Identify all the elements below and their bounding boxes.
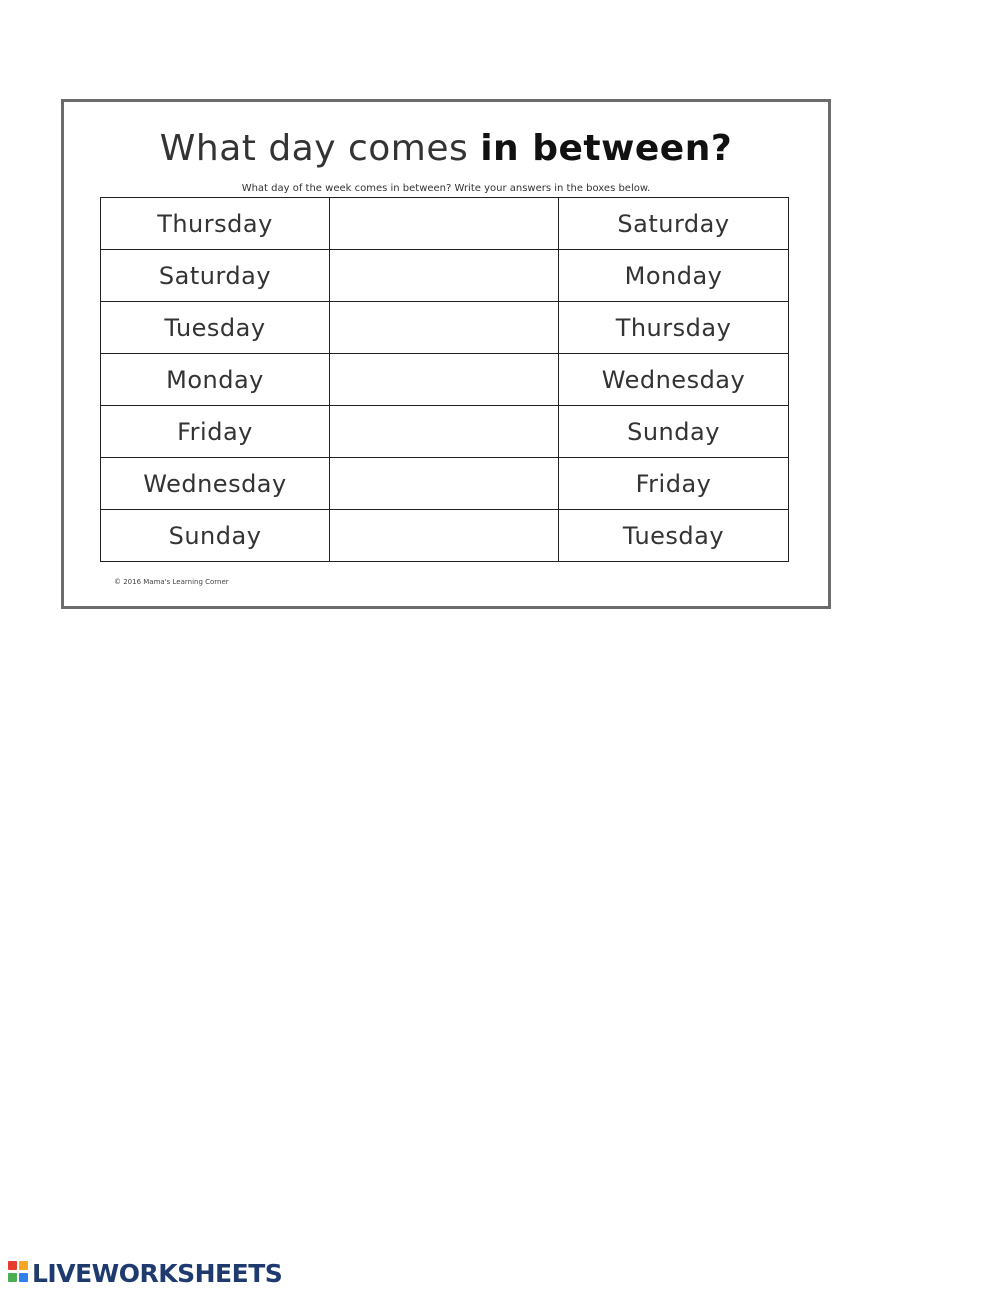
table-row [101,510,789,562]
worksheet-title [64,128,828,169]
days-table [100,197,789,562]
liveworksheets-wordmark: LIVEWORKSHEETS [32,1258,283,1288]
copyright-text: © 2016 Mama's Learning Corner [114,578,229,586]
table-row [101,354,789,406]
answer-box[interactable] [330,250,559,302]
table-row [101,458,789,510]
day-before-cell: Tuesday [101,302,330,354]
day-after-cell: Wednesday [559,354,789,406]
day-after-cell: Friday [559,458,789,510]
worksheet [61,99,831,609]
answer-box[interactable] [330,302,559,354]
day-before-cell: Sunday [101,510,330,562]
table-row [101,198,789,250]
title-bold-text: in between? [480,128,733,169]
day-after-cell: Monday [559,250,789,302]
answer-box[interactable] [330,406,559,458]
day-before-cell: Wednesday [101,458,330,510]
answer-box[interactable] [330,510,559,562]
day-after-cell: Thursday [559,302,789,354]
worksheet-instructions: What day of the week comes in between? Write your answers in the boxes below. [241,183,651,194]
title-normal-text: What day comes [159,128,481,169]
answer-box[interactable] [330,354,559,406]
day-after-cell: Tuesday [559,510,789,562]
table-row [101,250,789,302]
liveworksheets-logo-icon [8,1261,30,1285]
day-after-cell: Sunday [559,406,789,458]
table-row [101,406,789,458]
table-row [101,302,789,354]
day-after-cell: Saturday [559,198,789,250]
day-before-cell: Thursday [101,198,330,250]
answer-box[interactable] [330,198,559,250]
day-before-cell: Friday [101,406,330,458]
liveworksheets-brand[interactable] [8,1260,282,1286]
day-before-cell: Saturday [101,250,330,302]
day-before-cell: Monday [101,354,330,406]
answer-box[interactable] [330,458,559,510]
